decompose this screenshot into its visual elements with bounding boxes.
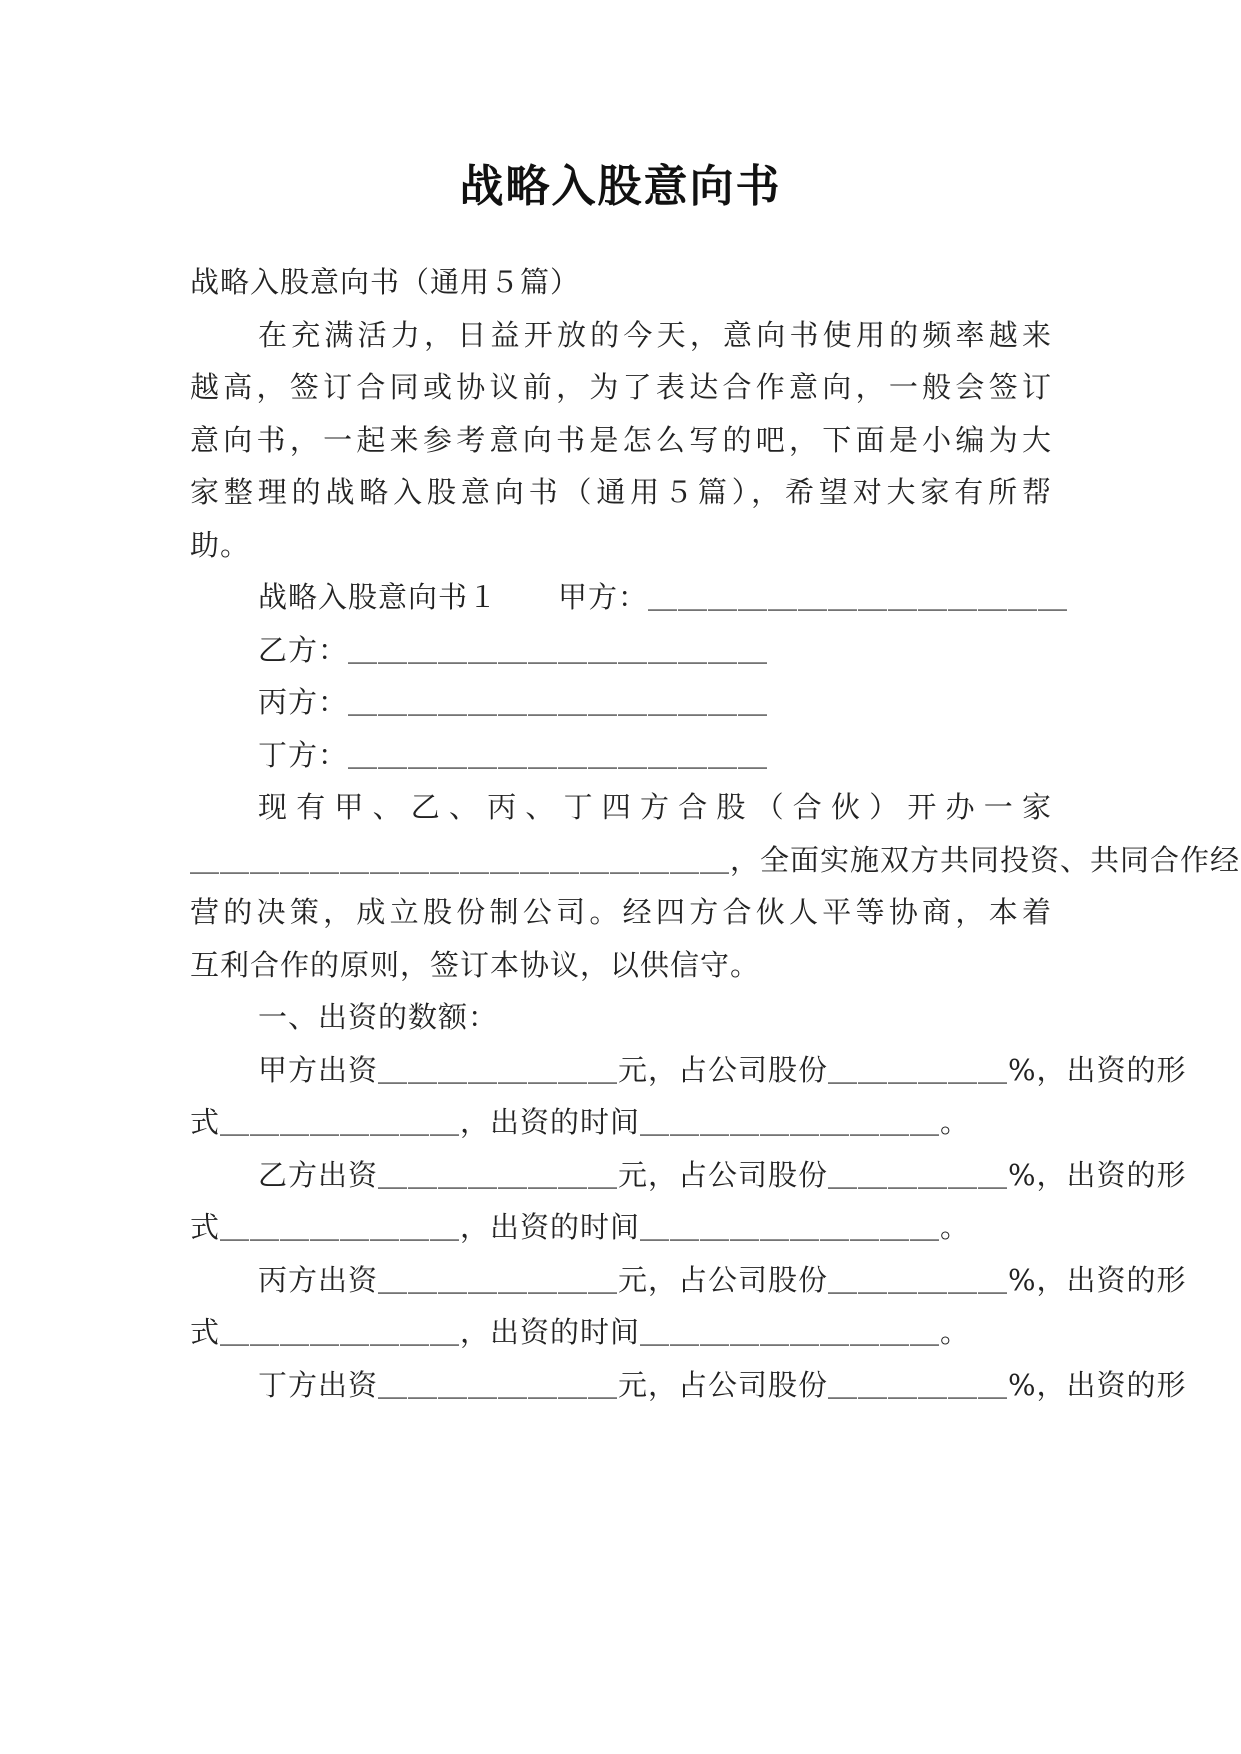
body-line: 战略入股意向书（通用５篇） bbox=[190, 265, 581, 299]
document-title: 战略入股意向书 bbox=[459, 161, 782, 212]
body-line: 现有甲、乙、丙、丁四方合股（合伙）开办一家 bbox=[258, 790, 1052, 824]
body-line: 式＿＿＿＿＿＿＿＿，出资的时间＿＿＿＿＿＿＿＿＿＿。 bbox=[190, 1315, 971, 1349]
body-line: 一、出资的数额： bbox=[258, 1000, 499, 1034]
body-line: 家整理的战略入股意向书（通用５篇），希望对大家有所帮 bbox=[190, 475, 1052, 509]
body-line: 战略入股意向书１ 甲方：＿＿＿＿＿＿＿＿＿＿＿＿＿＿ bbox=[258, 580, 1069, 614]
body-line: ＿＿＿＿＿＿＿＿＿＿＿＿＿＿＿＿＿＿，全面实施双方共同投资、共同合作经 bbox=[190, 842, 1241, 877]
body-line: 乙方出资＿＿＿＿＿＿＿＿元，占公司股份＿＿＿＿＿＿%，出资的形 bbox=[258, 1157, 1187, 1192]
body-line: 丁方：＿＿＿＿＿＿＿＿＿＿＿＿＿＿ bbox=[258, 737, 769, 772]
body-line: 意向书，一起来参考意向书是怎么写的吧，下面是小编为大 bbox=[190, 422, 1052, 457]
body-line: 互利合作的原则，签订本协议，以供信守。 bbox=[190, 947, 761, 982]
body-line: 助。 bbox=[190, 527, 251, 562]
body-line: 越高，签订合同或协议前，为了表达合作意向，一般会签订 bbox=[190, 370, 1052, 404]
body-line: 乙方：＿＿＿＿＿＿＿＿＿＿＿＿＿＿ bbox=[258, 632, 769, 667]
body-line: 在充满活力，日益开放的今天，意向书使用的频率越来 bbox=[258, 317, 1052, 352]
body-line: 式＿＿＿＿＿＿＿＿，出资的时间＿＿＿＿＿＿＿＿＿＿。 bbox=[190, 1105, 971, 1139]
body-line: 甲方出资＿＿＿＿＿＿＿＿元，占公司股份＿＿＿＿＿＿%，出资的形 bbox=[258, 1052, 1187, 1087]
body-line: 营的决策，成立股份制公司。经四方合伙人平等协商，本着 bbox=[190, 895, 1052, 929]
body-line: 丁方出资＿＿＿＿＿＿＿＿元，占公司股份＿＿＿＿＿＿%，出资的形 bbox=[258, 1367, 1187, 1402]
body-line: 丙方：＿＿＿＿＿＿＿＿＿＿＿＿＿＿ bbox=[258, 685, 769, 719]
body-line: 式＿＿＿＿＿＿＿＿，出资的时间＿＿＿＿＿＿＿＿＿＿。 bbox=[190, 1210, 971, 1244]
body-line: 丙方出资＿＿＿＿＿＿＿＿元，占公司股份＿＿＿＿＿＿%，出资的形 bbox=[258, 1262, 1187, 1297]
